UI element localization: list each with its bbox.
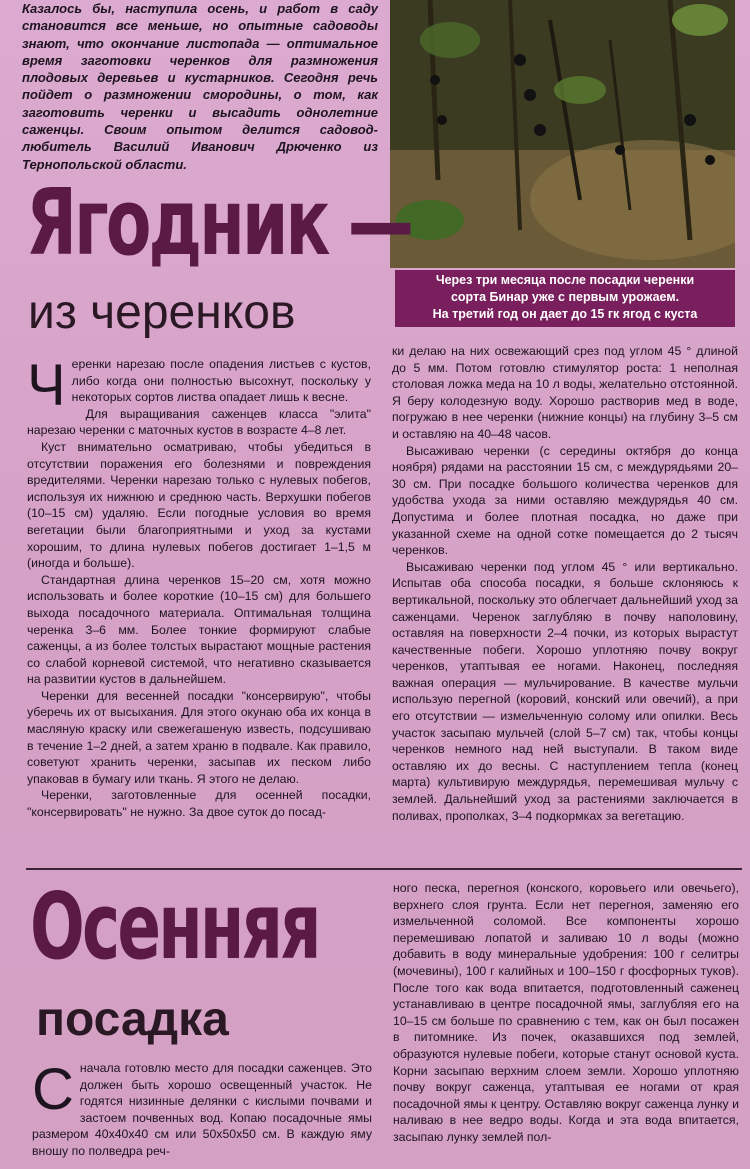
paragraph: Куст внимательно осматриваю, чтобы убедиться в отсутствии поражения его болезнями и повреждения вредителями. Черенки нарезаю только с нулевых побегов, используя их нижнюю и среднюю часть. Верхушки побегов (10–15 см) удаляю. Если погодные условия во время вегетации были благоприятными и уход за кустами хорошим, то длина нулевых побегов достигает 1–1,5 м (иногда и больше). — [27, 439, 371, 571]
photo-caption — [395, 270, 735, 327]
article-title: Ягодник — — [26, 169, 412, 276]
section-title: Осенняя — [30, 873, 319, 980]
article-left-column — [27, 353, 371, 821]
caption-line-1: Через три месяца после посадки черенки — [435, 273, 695, 287]
paragraph: Сначала готовлю место для посадки саженцев. Это должен быть хорошо освещенный участок. Не годятся низинные делянки с кислыми почвами и застоем почвенных вод. Копаю посадочные ямы размером 40х40х40 см или 50х50х50 см. В каждую яму вношу по полведра реч- — [32, 1057, 372, 1158]
section-subtitle: посадка — [36, 993, 229, 1046]
drop-cap: Ч — [27, 353, 66, 418]
article-right-column — [392, 343, 738, 824]
intro-text: Казалось бы, наступила осень, и работ в саду становится все меньше, но опытные садоводы знают, что окончание листопада — оптимальное время заготовки черенков для размножения плодовых деревьев и кустарников. Сегодня речь пойдет о размножении смородины, о том, как заготовить черенки и высадить однолетние саженцы. Своим опытом делится садовод-любитель Василий Иванович Дрюченко из Тернопольской области. — [22, 1, 378, 172]
currant-photo — [390, 0, 735, 268]
drop-cap: С — [32, 1057, 74, 1122]
article-subtitle: из черенков — [28, 286, 296, 339]
section-left-column — [32, 1057, 372, 1160]
paragraph: Высаживаю черенки (с середины октября до конца ноября) рядами на расстоянии 15 см, с междурядьями 20–30 см. При посадке большого количества черенков для удобства ухода за ними оставляю междурядья 40 см. Допустима и более плотная посадка, но даже при указанной схеме на одной сотке помещается до 2 тысяч черенков. — [392, 443, 738, 558]
caption-line-3: На третий год он дает до 15 гк ягод с куста — [432, 307, 698, 321]
paragraph: Стандартная длина черенков 15–20 см, хотя можно использовать и более короткие (10–15 см) для большего выхода посадочного материала. Оптимальная толщина черенка 3–6 мм. Более тонкие формируют слабые саженцы, а из более толстых вырастают мощные растения со слабой корневой системой, что негативно сказывается на развитии кустов в дальнейшем. — [27, 572, 371, 687]
paragraph: Для выращивания саженцев класса "элита" нарезаю черенки с маточных кустов в возрасте 4–8 лет. — [27, 406, 371, 438]
paragraph: Черенки нарезаю после опадения листьев с кустов, либо когда они полностью высохнут, поскольку у некоторых сортов листва опадает лишь к весне. — [27, 353, 371, 418]
currant-bush-image — [390, 0, 735, 268]
paragraph: Высаживаю черенки под углом 45 ° или вертикально. Испытав оба способа посадки, я больше склоняюсь к вертикальной, поскольку это облегчает дальнейший уход за саженцами. Черенок заглубляю в почву наполовину, оставляя на поверхности 2–4 почки, из которых вырастут качественные побеги. Хорошо уплотняю почву вокруг черенков, утаптывая ее ногами. Наконец, последняя важная операция — мульчирование. В качестве мульчи использую перегной (коровий, конский или овечий), а при его отсутствии — измельченную солому или опилки. Весь участок засыпаю мульчей (слой 5–7 см) так, чтобы концы черенков немного над ней выступали. В таком виде оставляю их до весны. С наступлением тепла (конец марта) культивирую междурядья, перемешивая мульчу с землей. Дальнейший уход за растениями заключается в поливах, прополках, 3–4 подкормках за вегетацию. — [392, 559, 738, 823]
paragraph: ного песка, перегноя (конского, коровьего или овечьего), верхнего слоя грунта. Если нет перегноя, заменяю его измельченной соломой. Все компоненты хорошо перемешиваю лопатой и заливаю 10 л воды (можно добавить в воду минеральные удобрения: 100 г селитры (мочевины), 100 г калийных и 100–150 г фосфорных туков). После того как вода впитается, подготовленный саженец устанавливаю в центре посадочной ямы, заглубляя его на 10–15 см больше по сравнению с тем, как он был посажен в питомнике. Из почек, оказавшихся под землей, образуются нулевые побеги, которые станут основой куста. Корни засыпаю верхним слоем земли. Хорошо уплотняю почву вокруг саженца, утаптывая ее ногами от края посадочной ямы к центру. Оставляю вокруг саженца лунку и наливаю в нее ведро воды. Когда и эта вода впитается, засыпаю лунку землей пол- — [393, 881, 739, 1144]
paragraph: Черенки для весенней посадки "консервирую", чтобы уберечь их от высыхания. Для этого окунаю оба их конца в масляную краску или свежегашеную известь, подсушиваю в течение 1–2 дней, а затем храню в подвале. Как правило, советуют хранить черенки, засыпав их песком либо упаковав в бумагу или ткань. Я этого не делаю. — [27, 688, 371, 786]
section-right-column — [393, 880, 739, 1146]
caption-line-2: сорта Бинар уже с первым урожаем. — [450, 290, 680, 304]
paragraph: ки делаю на них освежающий срез под углом 45 ° длиной до 5 мм. Потом готовлю стимулятор роста: 1 неполная столовая ложка меда на 10 л воды, желательно отстоянной. Я беру колодезную воду. Хорошо растворив мед в воде, погружаю в нее черенки (нижние концы) на глубину 3–5 см и оставляю на 40–48 часов. — [392, 344, 738, 441]
paragraph: Черенки, заготовленные для осенней посадки, "консервировать" не нужно. За двое суток до посад- — [27, 788, 371, 820]
section-divider — [26, 868, 742, 870]
